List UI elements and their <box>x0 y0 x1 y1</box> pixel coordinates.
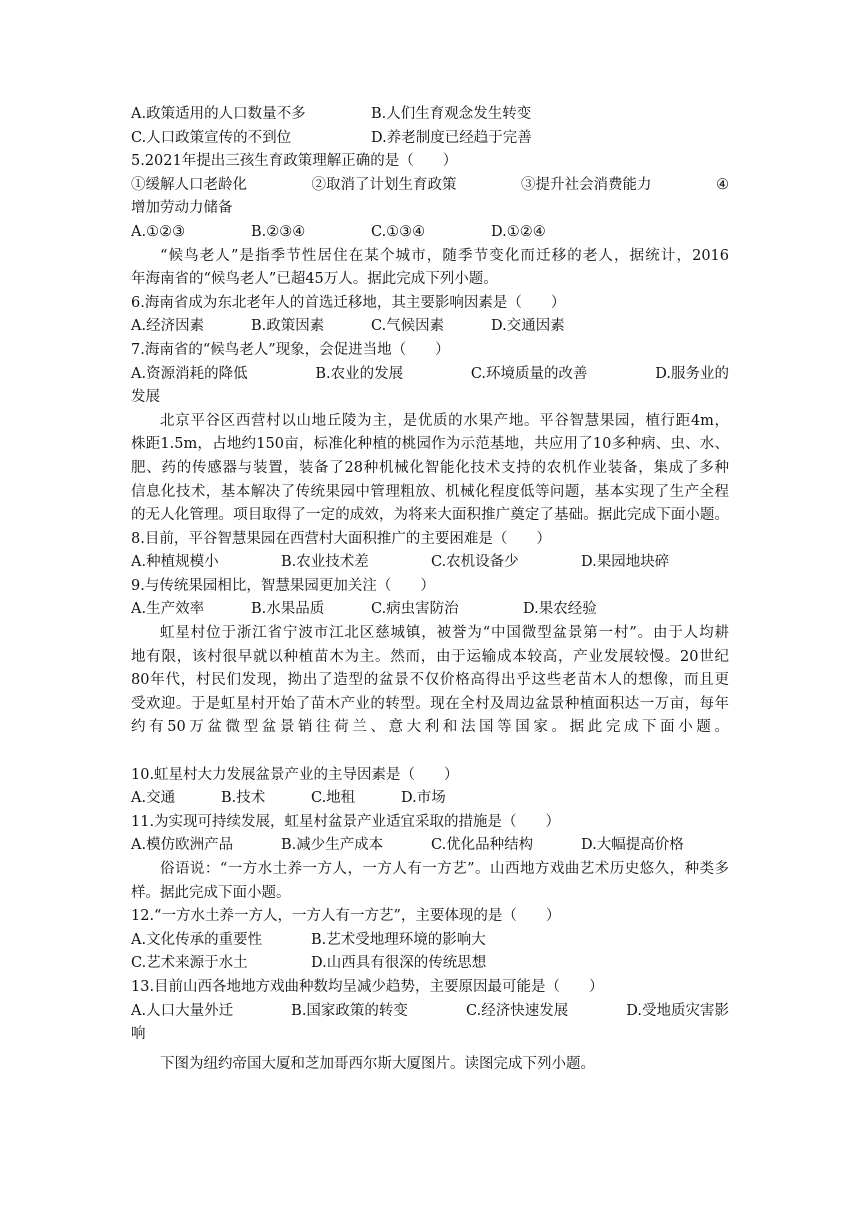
q8-stem: 8.目前，平谷智慧果园在西营村大面积推广的主要困难是（ ） <box>131 530 551 547</box>
passage3-line4: 受欢迎。于是虹星村开始了苗木产业的转型。现在全村及周边盆景种植面积达一万亩，每年 <box>131 695 729 712</box>
q5-option-a: A.①②③ <box>131 223 186 240</box>
passage3-line5: 约有50万盆微型盆景销往荷兰、意大利和法国等国家。据此完成下面小题。 <box>131 719 729 736</box>
q10-option-b: B.技术 <box>221 790 266 807</box>
passage3-line1: 虹星村位于浙江省宁波市江北区慈城镇，被誉为“中国微型盆景第一村”。由于人均耕 <box>160 625 729 642</box>
q11-option-c: C.优化品种结构 <box>431 837 534 854</box>
q10-option-d: D.市场 <box>401 790 446 807</box>
q5-option-d: D.①②④ <box>491 223 546 240</box>
q12-stem: 12.“一方水土养一方人，一方人有一方艺”，主要体现的是（ ） <box>131 908 561 925</box>
passage3-line3: 80年代，村民们发现，拗出了造型的盆景不仅价格高得出乎这些老苗木人的想像，而且更 <box>131 672 729 689</box>
q10-option-a: A.交通 <box>131 790 176 807</box>
q12-option-a: A.文化传承的重要性 <box>131 931 263 948</box>
q11-option-a: A.模仿欧洲产品 <box>131 837 234 854</box>
q5-statement-2: ②取消了计划生育政策 <box>311 176 457 193</box>
q5-statement-1: ①缓解人口老龄化 <box>131 176 247 193</box>
q7-option-d-start: D.服务业的 <box>655 365 729 382</box>
q9-option-d: D.果农经验 <box>523 601 597 618</box>
q6-option-c: C.气候因素 <box>371 318 445 335</box>
q6-option-b: B.政策因素 <box>251 318 325 335</box>
q5-options <box>131 221 729 245</box>
q12-option-d: D.山西具有很深的传统思想 <box>311 955 487 972</box>
q8-option-b: B.农业技术差 <box>281 554 369 571</box>
q4-options-row1 <box>131 103 729 127</box>
q10-option-c: C.地租 <box>311 790 356 807</box>
q7-option-d-end: 发展 <box>131 389 160 406</box>
q7-options <box>131 363 729 387</box>
q9-option-b: B.水果品质 <box>251 601 325 618</box>
q7-option-c: C.环境质量的改善 <box>470 365 588 382</box>
q12-option-b: B.艺术受地理环境的影响大 <box>311 931 486 948</box>
q6-options <box>131 315 729 339</box>
q8-option-d: D.果园地块碎 <box>581 554 670 571</box>
passage1-line2: 年海南省的“候鸟老人”已超45万人。据此完成下列小题。 <box>131 271 498 288</box>
passage2-line1: 北京平谷区西营村以山地丘陵为主，是优质的水果产地。平谷智慧果园，植行距4m， <box>160 412 729 429</box>
q6-option-d: D.交通因素 <box>491 318 565 335</box>
passage2-line4: 信息化技术，基本解决了传统果园中管理粗放、机械化程度低等问题，基本实现了生产全程 <box>131 483 729 500</box>
q6-option-a: A.经济因素 <box>131 318 205 335</box>
q4-options-row2 <box>131 127 729 151</box>
q7-stem: 7.海南省的“候鸟老人”现象，会促进当地（ ） <box>131 341 450 358</box>
q11-option-b: B.减少生产成本 <box>281 837 384 854</box>
q5-stem: 5.2021年提出三孩生育政策理解正确的是（ ） <box>131 153 458 170</box>
q4-option-a: A.政策适用的人口数量不多 <box>131 106 306 122</box>
q4-option-d: D.养老制度已经趋于完善 <box>371 129 532 146</box>
q8-option-a: A.种植规模小 <box>131 554 219 571</box>
passage3-line2: 地有限，该村很早就以种植苗木为主。然而，由于运输成本较高，产业发展较慢。20世纪 <box>131 648 729 665</box>
q10-options <box>131 787 729 811</box>
q5-statements <box>131 174 729 198</box>
q5-option-b: B.②③④ <box>251 223 306 240</box>
q13-options <box>131 1000 729 1024</box>
passage2-line3: 肥、药的传感器与装置，装备了28种机械化智能化技术支持的农机作业装备，集成了多种 <box>131 459 729 476</box>
q5-statement-4-start: ④ <box>716 176 729 193</box>
q8-option-c: C.农机设备少 <box>431 554 519 571</box>
passage2-line5: 的无人化管理。项目取得了一定的成效，为将来大面积推广奠定了基础。据此完成下面小题。 <box>131 507 729 524</box>
q10-stem: 10.虹星村大力发展盆景产业的主导因素是（ ） <box>131 766 459 783</box>
q9-option-c: C.病虫害防治 <box>371 601 459 618</box>
q12-option-c: C.艺术来源于水土 <box>131 955 248 972</box>
passage4-line1: 俗语说：“一方水土养一方人，一方人有一方艺”。山西地方戏曲艺术历史悠久，种类多 <box>160 861 729 877</box>
q5-option-c: C.①③④ <box>371 223 426 240</box>
q12-options-row2 <box>131 952 729 976</box>
passage4-line2: 样。据此完成下面小题。 <box>131 884 291 901</box>
passage3-line6 <box>131 740 729 764</box>
q13-option-a: A.人口大量外迁 <box>131 1002 234 1019</box>
q8-options <box>131 551 729 575</box>
q5-statement-3: ③提升社会消费能力 <box>521 176 652 193</box>
q4-option-b: B.人们生育观念发生转变 <box>371 106 532 122</box>
q6-stem: 6.海南省成为东北老年人的首选迁移地，其主要影响因素是（ ） <box>131 294 566 311</box>
q7-option-b: B.农业的发展 <box>315 365 404 382</box>
q13-stem: 13.目前山西各地地方戏曲种数均呈减少趋势，主要原因最可能是（ ） <box>131 978 604 995</box>
q5-statement-4-end: 增加劳动力储备 <box>131 200 233 217</box>
q11-options <box>131 834 729 858</box>
q9-option-a: A.生产效率 <box>131 601 205 618</box>
q9-stem: 9.与传统果园相比，智慧果园更加关注（ ） <box>131 577 435 594</box>
passage2-line2: 株距1.5m，占地约150亩，标准化种植的桃园作为示范基地，共应用了10多种病、虫、水、 <box>131 436 729 453</box>
passage5-line1: 下图为纽约帝国大厦和芝加哥西尔斯大厦图片。读图完成下列小题。 <box>160 1055 595 1072</box>
q13-option-b: B.国家政策的转变 <box>291 1002 408 1019</box>
q7-option-a: A.资源消耗的降低 <box>131 365 248 382</box>
q12-options-row1 <box>131 929 729 953</box>
q13-option-c: C.经济快速发展 <box>466 1002 569 1019</box>
q11-option-d: D.大幅提高价格 <box>581 837 684 854</box>
q11-stem: 11.为实现可持续发展，虹星村盆景产业适宜采取的措施是（ ） <box>131 813 561 830</box>
q13-option-d-end: 响 <box>131 1026 146 1043</box>
q4-option-c: C.人口政策宣传的不到位 <box>131 129 292 146</box>
passage1-line1: “候鸟老人”是指季节性居住在某个城市，随季节变化而迁移的老人，据统计，2016 <box>160 247 729 264</box>
q13-option-d-start: D.受地质灾害影 <box>626 1002 729 1019</box>
q9-options <box>131 598 729 622</box>
page-content <box>131 103 729 1076</box>
